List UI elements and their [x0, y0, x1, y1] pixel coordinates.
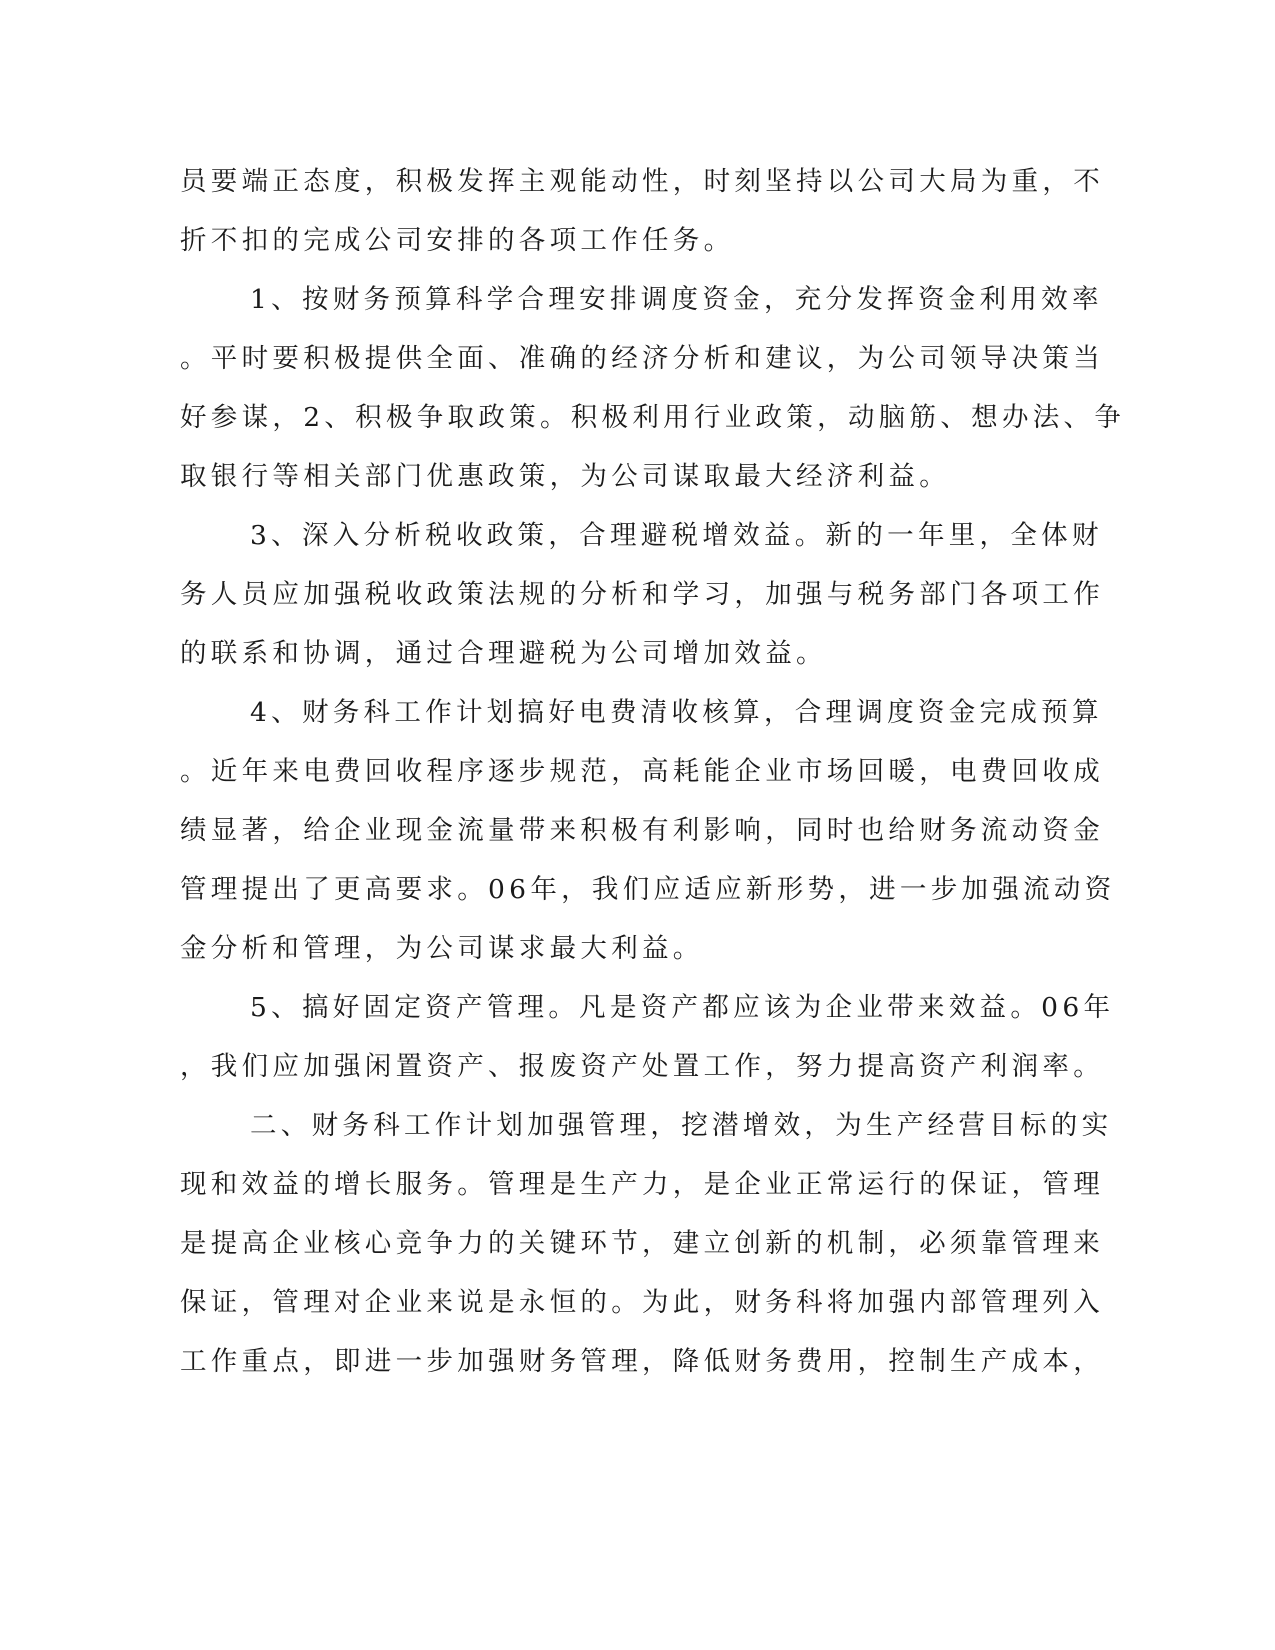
- text-line: 好参谋，2、积极争取政策。积极利用行业政策，动脑筋、想办法、争: [180, 402, 1126, 433]
- text-line: 金分析和管理，为公司谋求最大利益。: [180, 933, 704, 964]
- text-line: 5、搞好固定资产管理。凡是资产都应该为企业带来效益。06年: [250, 992, 1115, 1023]
- text-line: 工作重点，即进一步加强财务管理，降低财务费用，控制生产成本，: [180, 1346, 1104, 1377]
- text-line: 保证，管理对企业来说是永恒的。为此，财务科将加强内部管理列入: [180, 1287, 1104, 1318]
- text-line: 3、深入分析税收政策，合理避税增效益。新的一年里，全体财: [250, 520, 1103, 551]
- text-line: ，我们应加强闲置资产、报废资产处置工作，努力提高资产利润率。: [180, 1051, 1104, 1082]
- text-line: 是提高企业核心竞争力的关键环节，建立创新的机制，必须靠管理来: [180, 1228, 1104, 1259]
- text-line: 。平时要积极提供全面、准确的经济分析和建议，为公司领导决策当: [180, 343, 1104, 374]
- text-line: 取银行等相关部门优惠政策，为公司谋取最大经济利益。: [180, 461, 950, 492]
- text-line: 员要端正态度，积极发挥主观能动性，时刻坚持以公司大局为重，不: [180, 166, 1104, 197]
- text-line: 的联系和协调，通过合理避税为公司增加效益。: [180, 638, 827, 669]
- text-line: 现和效益的增长服务。管理是生产力，是企业正常运行的保证，管理: [180, 1169, 1104, 1200]
- text-line: 二、财务科工作计划加强管理，挖潜增效，为生产经营目标的实: [250, 1110, 1113, 1141]
- text-line: 1、按财务预算科学合理安排调度资金，充分发挥资金利用效率: [250, 284, 1103, 315]
- text-line: 务人员应加强税收政策法规的分析和学习，加强与税务部门各项工作: [180, 579, 1104, 610]
- text-line: 。近年来电费回收程序逐步规范，高耗能企业市场回暖，电费回收成: [180, 756, 1104, 787]
- body-text: [180, 152, 1126, 1391]
- text-line: 绩显著，给企业现金流量带来积极有利影响，同时也给财务流动资金: [180, 815, 1104, 846]
- text-line: 管理提出了更高要求。06年，我们应适应新形势，进一步加强流动资: [180, 874, 1116, 905]
- text-line: 4、财务科工作计划搞好电费清收核算，合理调度资金完成预算: [250, 697, 1103, 728]
- text-line: 折不扣的完成公司安排的各项工作任务。: [180, 225, 735, 256]
